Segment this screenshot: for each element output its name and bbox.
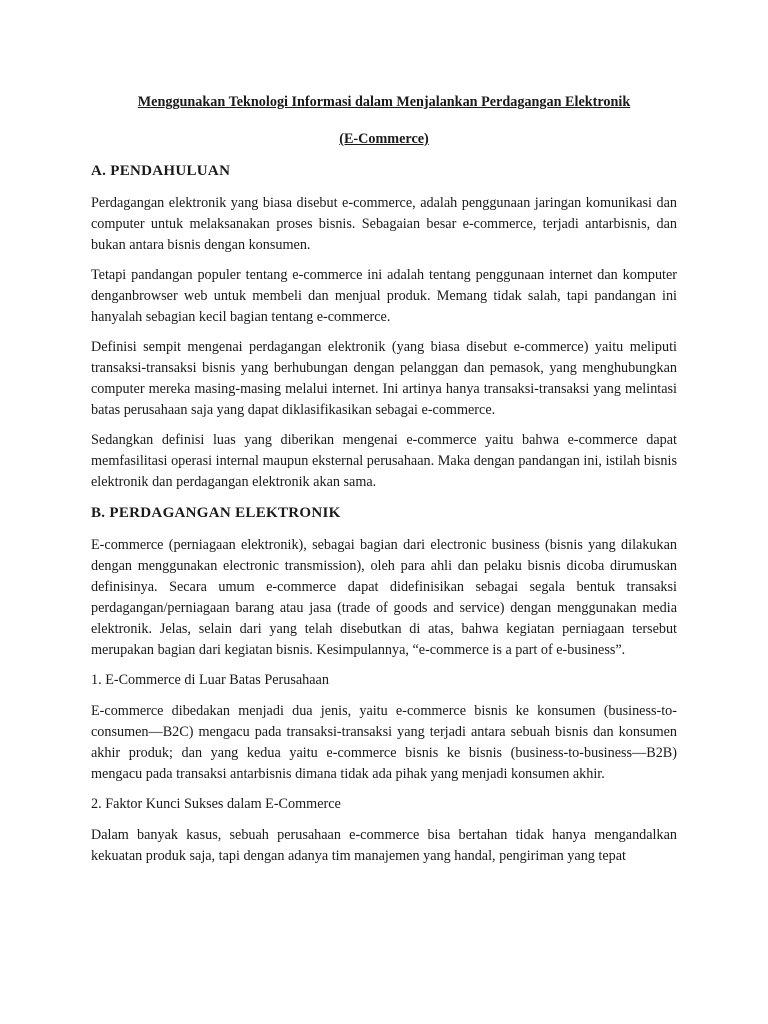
- document-page: [91, 92, 677, 876]
- paragraph: Perdagangan elektronik yang biasa disebut e-commerce, adalah penggunaan jaringan komunikasi dan computer untuk melaksanakan proses bisnis. Sebagaian besar e-commerce, terjadi antarbisnis, dan bukan antara bisnis dengan konsumen.: [91, 195, 677, 253]
- section-heading-perdagangan-elektronik: B. PERDAGANGAN ELEKTRONIK: [91, 505, 341, 521]
- paragraph: Sedangkan definisi luas yang diberikan mengenai e-commerce yaitu bahwa e-commerce dapat memfasilitasi operasi internal maupun eksternal perusahaan. Maka dengan pandangan ini, istilah bisnis elektronik dan perdagangan elektronik akan sama.: [91, 432, 677, 490]
- section-heading-pendahuluan: A. PENDAHULUAN: [91, 163, 231, 179]
- paragraph: Tetapi pandangan populer tentang e-commerce ini adalah tentang penggunaan internet dan komputer denganbrowser web untuk membeli dan menjual produk. Memang tidak salah, tapi pandangan ini hanyalah sebagian kecil bagian tentang e-commerce.: [91, 267, 677, 325]
- document-title: Menggunakan Teknologi Informasi dalam Menjalankan Perdagangan Elektronik: [137, 94, 631, 110]
- subsection-heading-ecommerce-luar-batas: 1. E-Commerce di Luar Batas Perusahaan: [91, 672, 329, 688]
- paragraph: Dalam banyak kasus, sebuah perusahaan e-commerce bisa bertahan tidak hanya mengandalkan kekuatan produk saja, tapi dengan adanya tim manajemen yang handal, pengiriman yang tepat: [91, 827, 677, 864]
- subsection-heading-faktor-kunci: 2. Faktor Kunci Sukses dalam E-Commerce: [91, 796, 341, 812]
- paragraph: Definisi sempit mengenai perdagangan elektronik (yang biasa disebut e-commerce) yaitu meliputi transaksi-transaksi bisnis yang berhubungan dengan pelanggan dan pemasok, yang menghubungkan computer mereka masing-masing melalui internet. Ini artinya hanya transaksi-transaksi yang melintasi batas perusahaan saja yang dapat diklasifikasikan sebagai e-commerce.: [91, 339, 677, 418]
- paragraph: E-commerce (perniagaan elektronik), sebagai bagian dari electronic business (bisnis yang dilakukan dengan menggunakan electronic transmission), oleh para ahli dan pelaku bisnis dicoba dirumuskan definisinya. Secara umum e-commerce dapat didefinisikan sebagai segala bentuk transaksi perdagangan/perniagaan barang atau jasa (trade of goods and service) dengan menggunakan media elektronik. Jelas, selain dari yang telah disebutkan di atas, bahwa kegiatan perniagaan tersebut merupakan bagian dari kegiatan bisnis. Kesimpulannya, “e-commerce is a part of e-business”.: [91, 537, 677, 658]
- document-subtitle: (E-Commerce): [339, 131, 429, 147]
- paragraph: E-commerce dibedakan menjadi dua jenis, yaitu e-commerce bisnis ke konsumen (business-to-consumen—B2C) mengacu pada transaksi-transaksi yang terjadi antara sebuah bisnis dan konsumen akhir produk; dan yang kedua yaitu e-commerce bisnis ke bisnis (business-to-business—B2B) mengacu pada transaksi antarbisnis dimana tidak ada pihak yang menjadi konsumen akhir.: [91, 703, 677, 782]
